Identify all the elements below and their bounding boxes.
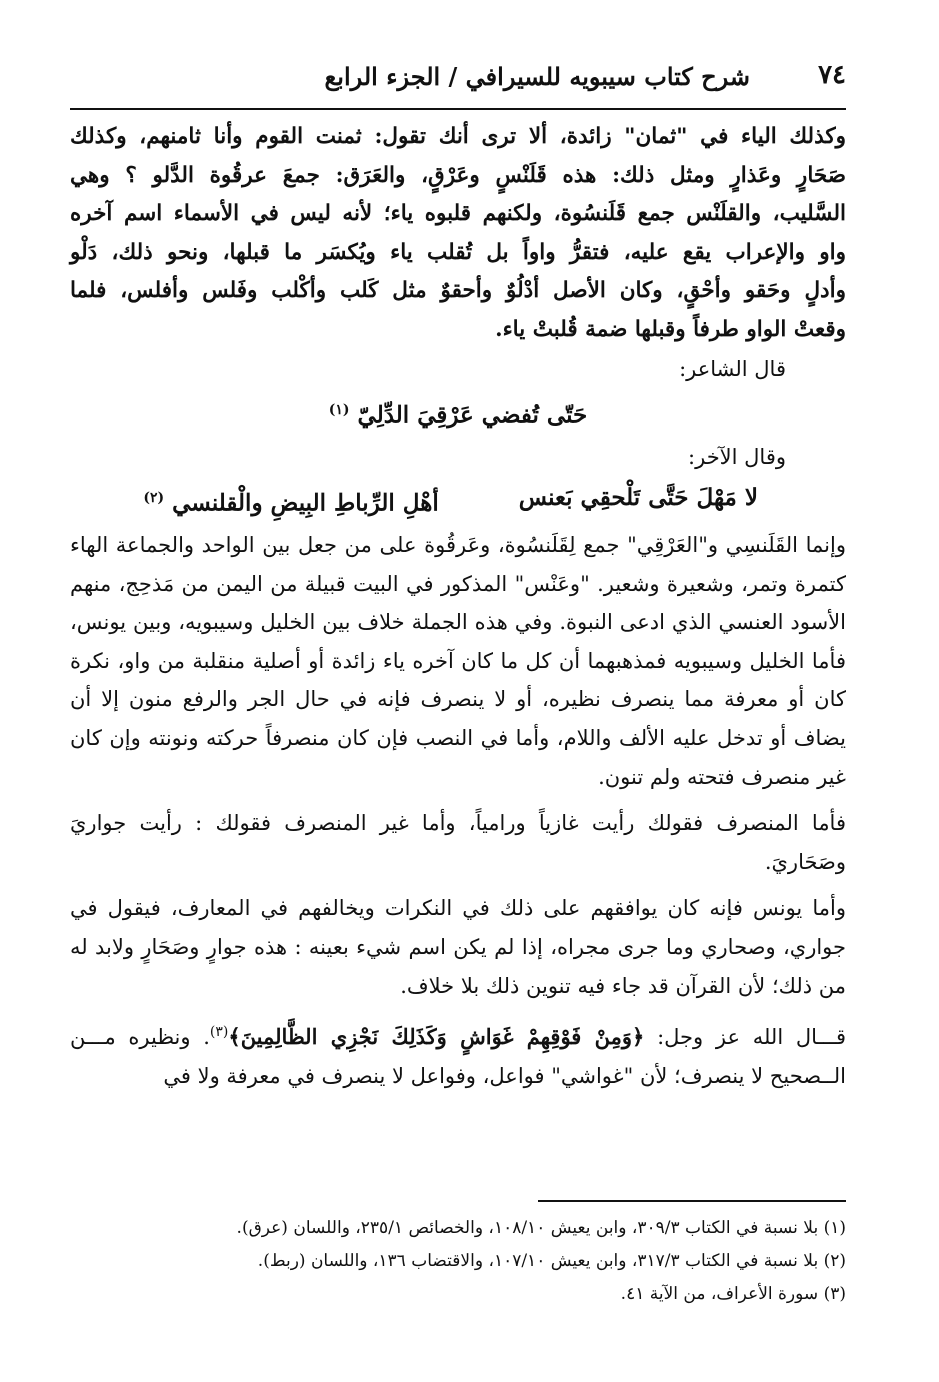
paragraph: وإنما القَلَنسِي و"العَرْقِي" جمع لِقَلَنسُوة، وعَرقُوة على من جعل بين الواحد والجماعة الهاء كتمرة وتمر، وشعيرة وشعير. "وعَنْس" المذكور في البيت قبيلة من اليمن من مَذحِج، منهم الأسود العنسي الذي ادعى النبوة. وفي هذه الجملة خلاف بين الخليل وسيبويه، وبين يونس، فأما الخليل وسيبويه فمذهبهما أن كل ما كان آخره ياء زائدة أو أصلية منقلبة من واو، نكرة كان أو معرفة مما ينصرف نظيره، أو لا ينصرف فإنه في حال الجر والرفع منون إلا أن يضاف أو تدخل عليه الألف واللام، وأما في النصب فإن كان منصرفاً حركته ونونته وإن كان غير منصرف فتحته ولم تنون. [70,533,846,789]
text-line: السَّليب، والقلَنْس جمع قَلَنسُوة، ولكنهم قلبوه ياء؛ لأنه ليس في الأسماء اسم آخره [70,201,846,227]
page-number: ٧٤ [818,60,846,90]
page-header [70,58,846,98]
footnote-ref: (٣) [209,1024,229,1041]
paragraph: وأما يونس فإنه كان يوافقهم على ذلك في النكرات ويخالفهم في المعارف، فيقول في جواري، وصحاري وما جرى مجراه، إذا لم يكن اسم شيء بعينه : هذه جوارٍ وصَحَارٍ ولابد له من ذلك؛ لأن القرآن قد جاء فيه تنوين ذلك بلا خلاف. [70,896,846,998]
verse-hemistich-second [143,476,438,526]
quran-continuation: . ونظيره مـــن الــصحيح لا ينصرف؛ لأن "غواشي" فواعل، وفواعل لا ينصرف في معرفة ولا في [70,1025,846,1088]
poetry-verse-2 [70,476,846,526]
footnotes [70,1212,846,1311]
opening-paragraph [70,118,846,350]
poet-label-1: قال الشاعر: [679,356,786,381]
header-divider [70,108,846,110]
main-text [70,118,846,1095]
footnote-divider [538,1200,846,1202]
footnote: (١) بلا نسبة في الكتاب ٣٠٩/٣، وابن يعيش ١٠٨/١٠، والخصائص ٢٣٥/١، واللسان (عرق). [236,1218,846,1238]
text-line: وقعتْ الواو طرفاً وقبلها ضمة قُلبتْ ياء. [495,316,846,342]
text-line: وأدلٍ وحَقو وأحْقٍ، وكان الأصل أدْلُوٌ وأحقوٌ مثل كَلب وأكْلب وفَلس وأفلس، فلما [70,278,846,304]
verse-text: أهْلِ الرِّباطِ البِيضِ والْقلنسي [172,490,439,518]
text-line: وكذلك الياء في "ثمان" زائدة، ألا ترى أنك تقول: ثمنت القوم وأنا ثامنهم، وكذلك [70,124,846,149]
poetry-verse-1 [70,388,846,438]
text-line: صَحَارٍ وعَذارٍ ومثل ذلك: هذه قَلَنْسٍ وعَرْقٍ، والعَرَق: جمعَ عرقُوة الدَّلو ؟ وهي [70,162,846,188]
footnote: (٣) سورة الأعراف، من الآية ٤١. [620,1284,846,1304]
running-title: شرح كتاب سيبويه للسيرافي / الجزء الرابع [324,62,750,91]
footnote-ref: (١) [328,402,350,419]
quran-intro: قـــال الله عز وجل: [644,1025,847,1050]
quran-paragraph [70,1013,846,1095]
footnote: (٢) بلا نسبة في الكتاب ٣١٧/٣، وابن يعيش ١٠٧/١٠، والاقتضاب ١٣٦، واللسان (ربط). [257,1251,846,1271]
poet-label-2: وقال الآخر: [688,444,786,469]
verse-hemistich-first: لا مَهْلَ حَتَّى تَلْحقِي بَعنس [518,484,758,512]
footnote-ref: (٢) [143,490,165,507]
text-line: واو والإعراب يقع عليه، فتقرُّ واواً بل تُقلب ياء ويُكسَر ما قبلها، ونحو ذلك، دَلْو [70,239,846,265]
paragraph: فأما المنصرف فقولك رأيت غازياً ورامياً، وأما غير المنصرف فقولك : رأيت جواريَ وصَحَاريَ. [70,811,846,874]
quran-verse: ﴿وَمِنْ فَوْقِهِمْ غَوَاشٍ وَكَذَلِكَ نَجْزِي الظَّالِمِينَ﴾ [228,1024,645,1050]
verse-text: حَتّى تُفضي عَرْقِيَ الدِّلِيّ [357,401,588,429]
